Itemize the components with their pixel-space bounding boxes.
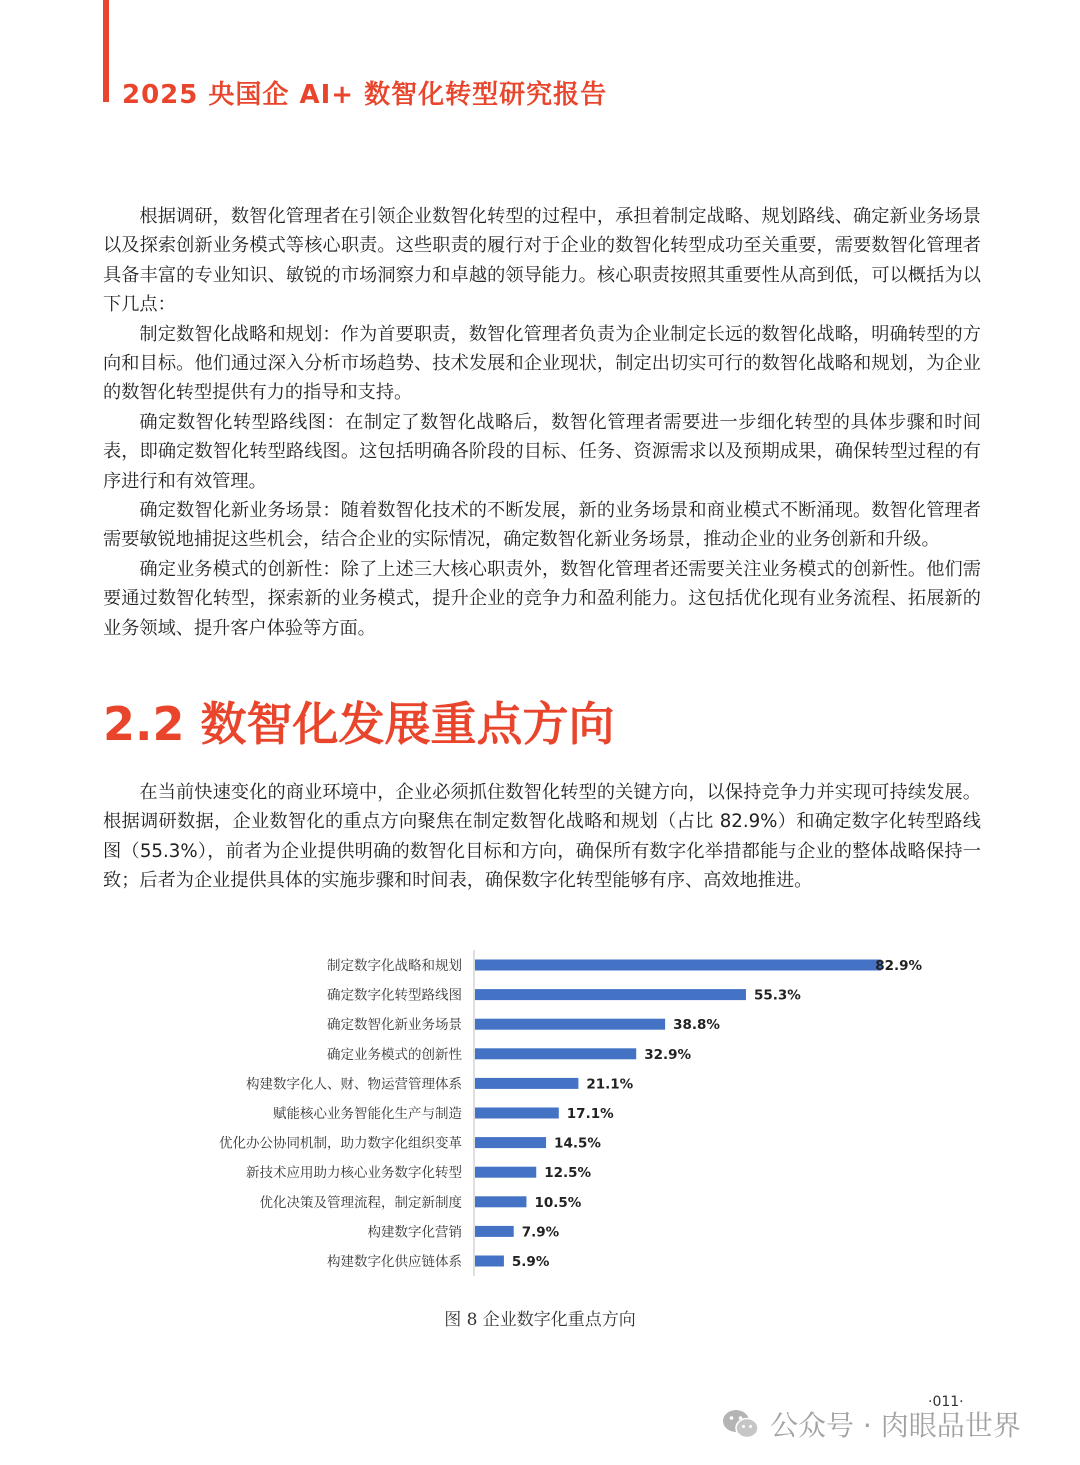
bar-chart [190, 945, 923, 1290]
chart-category-label: 制定数字化战略和规划 [327, 958, 462, 974]
intro-paragraph: 确定数智化新业务场景：随着数智化技术的不断发展，新的业务场景和商业模式不断涌现。数智化管理者需要敏锐地捕捉这些机会，结合企业的实际情况，确定数智化新业务场景，推动企业的业务创新和升级。 [103, 500, 981, 551]
chart-bar [475, 1137, 546, 1148]
report-title: 2025 央国企 AI+ 数智化转型研究报告 [122, 80, 608, 110]
chart-category-label: 赋能核心业务智能化生产与制造 [273, 1106, 462, 1122]
chart-value-label: 32.9% [644, 1046, 692, 1063]
intro-paragraph: 确定数智化转型路线图：在制定了数智化战略后，数智化管理者需要进一步细化转型的具体步骤和时间表，即确定数智化转型路线图。这包括明确各阶段的目标、任务、资源需求以及预期成果，确保转型过程的有序进行和有效管理。 [103, 411, 981, 492]
chart-bar [475, 1226, 514, 1237]
intro-text-block [103, 202, 981, 643]
intro-paragraph: 确定业务模式的创新性：除了上述三大核心职责外，数智化管理者还需要关注业务模式的创新性。他们需要通过数智化转型，探索新的业务模式，提升企业的竞争力和盈利能力。这包括优化现有业务流程、拓展新的业务领域、提升客户体验等方面。 [103, 558, 981, 639]
chart-bar [475, 1196, 526, 1207]
chart-value-label: 21.1% [586, 1076, 634, 1093]
page-number: ·011· [928, 1394, 964, 1410]
header-accent-bar [103, 0, 109, 102]
chart-value-label: 17.1% [566, 1106, 614, 1122]
chart-category-label: 优化办公协同机制，助力数字化组织变革 [219, 1135, 462, 1152]
chart-value-label: 82.9% [875, 958, 923, 974]
section-paragraph: 在当前快速变化的商业环境中，企业必须抓住数智化转型的关键方向，以保持竞争力并实现可持续发展。根据调研数据，企业数智化的重点方向聚焦在制定数智化战略和规划（占比 82.9%）和确定数字化转型路线图（55.3%），前者为企业提供明确的数智化目标和方向，确保所有数字化举措都能与企业的整体战略保持一致；后者为企业提供具体的实施步骤和时间表，确保数字化转型能够有序、高效地推进。 [103, 782, 981, 892]
chart-category-label: 构建数字化营销 [367, 1224, 462, 1241]
chart-value-label: 10.5% [534, 1194, 582, 1211]
chart-bar [475, 989, 746, 1000]
chart-bar [475, 1019, 665, 1030]
chart-bar [475, 1167, 536, 1178]
watermark-text: 公众号 · 肉眼品世界 [770, 1409, 1021, 1442]
chart-value-label: 55.3% [753, 987, 801, 1004]
chart-value-label: 5.9% [511, 1254, 550, 1270]
intro-paragraph: 制定数智化战略和规划：作为首要职责，数智化管理者负责为企业制定长远的数智化战略，明确转型的方向和目标。他们通过深入分析市场趋势、技术发展和企业现状，制定出切实可行的数智化战略和规划，为企业的数智化转型提供有力的指导和支持。 [103, 323, 981, 404]
chart-category-label: 构建数字化供应链体系 [327, 1254, 462, 1270]
chart-category-label: 确定数智化新业务场景 [327, 1017, 462, 1034]
chart-category-label: 构建数字化人、财、物运营管理体系 [246, 1076, 462, 1093]
section-text-block [103, 778, 981, 896]
chart-bar [475, 960, 881, 971]
chart-bar [475, 1078, 578, 1089]
intro-paragraph: 根据调研，数智化管理者在引领企业数智化转型的过程中，承担着制定战略、规划路线、确定新业务场景以及探索创新业务模式等核心职责。这些职责的履行对于企业的数智化转型成功至关重要，需要数智化管理者具备丰富的专业知识、敏锐的市场洞察力和卓越的领导能力。核心职责按照其重要性从高到低，可以概括为以下几点： [103, 206, 981, 316]
chart-category-label: 确定数字化转型路线图 [327, 987, 462, 1004]
chart-value-label: 38.8% [673, 1017, 720, 1034]
chart-bar [475, 1048, 636, 1059]
figure-caption: 图 8 企业数字化重点方向 [444, 1310, 636, 1330]
chart-category-label: 确定业务模式的创新性 [327, 1046, 462, 1063]
chart-bar [475, 1256, 504, 1267]
chart-value-label: 7.9% [521, 1224, 560, 1241]
section-heading: 2.2 数智化发展重点方向 [103, 697, 615, 751]
chart-category-label: 优化决策及管理流程，制定新制度 [259, 1194, 462, 1211]
watermark [722, 1402, 1021, 1446]
chart-value-label: 12.5% [544, 1165, 592, 1182]
chart-value-label: 14.5% [554, 1135, 601, 1152]
wechat-icon [722, 1408, 760, 1440]
chart-bar [475, 1108, 559, 1119]
chart-category-label: 新技术应用助力核心业务数字化转型 [246, 1165, 462, 1182]
